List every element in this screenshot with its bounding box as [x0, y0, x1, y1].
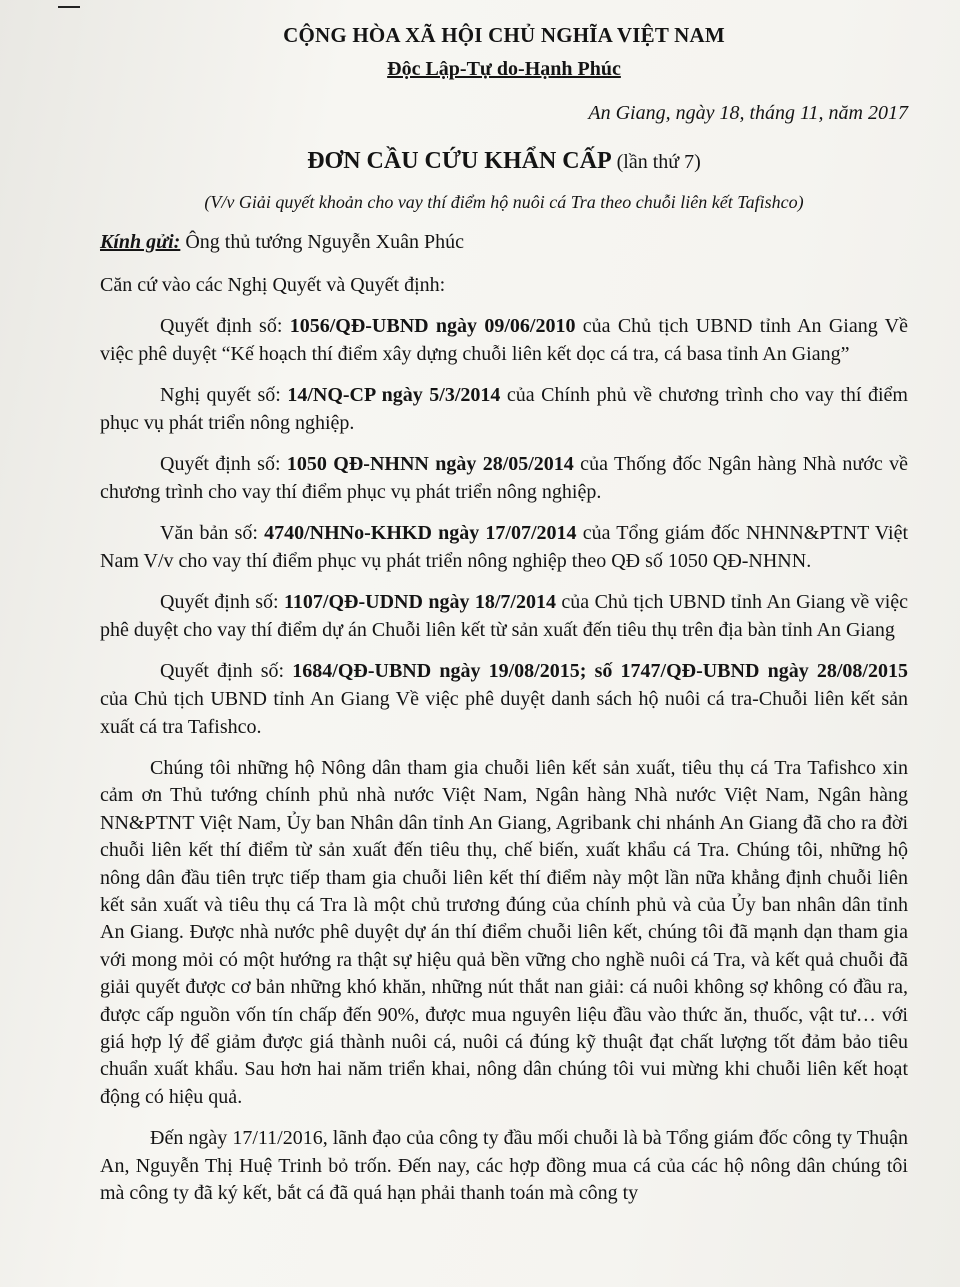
decision-item — [100, 450, 908, 506]
decision-item — [100, 657, 908, 741]
decision-text: của Chính phủ về chương trình cho vay thí điểm phục vụ phát triển nông nghiệp. — [100, 384, 908, 434]
decision-ref: 1684/QĐ-UBND ngày 19/08/2015; số 1747/QĐ-UBND ngày 28/08/2015 — [292, 660, 908, 682]
decision-prefix: Quyết định số: — [160, 591, 285, 613]
recipient-name: Ông thủ tướng Nguyễn Xuân Phúc — [180, 231, 464, 253]
decision-prefix: Quyết định số: — [160, 315, 290, 337]
decision-text: của Thống đốc Ngân hàng Nhà nước về chương trình cho vay thí điểm phục vụ phát triển nông nghiệp. — [100, 453, 908, 503]
decision-text: của Chủ tịch UBND tỉnh An Giang về việc phê duyệt cho vay thí điểm dự án Chuỗi liên kết từ sản xuất đến tiêu thụ trên địa bàn tỉnh An Giang — [100, 591, 909, 641]
body-paragraph: Đến ngày 17/11/2016, lãnh đạo của công ty đầu mối chuỗi là bà Tổng giám đốc công ty Thuận An, Nguyễn Thị Huệ Trinh bỏ trốn. Đến nay, các hợp đồng mua cá của các hộ nông dân chúng tôi mà công ty đã ký kết, bắt cá đã quá hạn phải thanh toán mà công ty — [100, 1127, 908, 1205]
decision-prefix: Nghị quyết số: — [160, 384, 288, 406]
national-motto — [100, 54, 908, 84]
decision-text: của Chủ tịch UBND tỉnh An Giang Về việc phê duyệt “Kế hoạch thí điểm xây dựng chuỗi liên kết dọc cá tra, cá basa tỉnh An Giang” — [100, 315, 909, 365]
document-subject: (V/v Giải quyết khoản cho vay thí điểm hộ nuôi cá Tra theo chuỗi liên kết Tafishco) — [204, 192, 804, 212]
decision-item — [100, 519, 908, 575]
recipient-line — [100, 227, 908, 257]
document-title — [100, 144, 908, 181]
document-date: An Giang, ngày 18, tháng 11, năm 2017 — [588, 102, 908, 124]
decision-text: của Chủ tịch UBND tỉnh An Giang Về việc phê duyệt danh sách hộ nuôi cá tra-Chuỗi liên kết sản xuất cá tra Tafishco. — [100, 688, 908, 738]
document-title-sub: (lần thứ 7) — [611, 151, 701, 173]
recipient-label: Kính gửi: — [100, 231, 181, 253]
body-paragraph: Chúng tôi những hộ Nông dân tham gia chuỗi liên kết sản xuất, tiêu thụ cá Tra Tafishco xin cảm ơn Thủ tướng chính phủ nhà nước Việt Nam, Ngân hàng Nhà nước Việt Nam, Ngân hàng NN&PTNT Việt Nam, Ủy ban Nhân dân tỉnh An Giang, Agribank chi nhánh An Giang đã cho ra đời chuỗi liên kết thí điểm từ sản xuất đến tiêu thụ, chế biến, xuất khẩu cá Tra. Chúng tôi, những hộ nông dân đầu tiên trực tiếp tham gia chuỗi liên kết thí điểm này một lần nữa khẳng định chuỗi liên kết sản xuất và tiêu thụ cá Tra là một chủ trương đúng của chính phủ và của Ủy ban nhân dân tỉnh An Giang. Được nhà nước phê duyệt dự án thí điểm chuỗi liên kết, chúng tôi đã mạnh dạn tham gia với mong mỏi có một hướng ra thật sự hiệu quả bền vững cho nghề nuôi cá Tra, và kết quả chuỗi đã giải quyết được cơ bản những khó khăn, những nút thắt nan giải: cá nuôi không sợ không có đầu ra, được cấp nguồn vốn tín chấp đến 90%, được mua nguyên liệu đầu vào thức ăn, thuốc, vật tư… với giá hợp lý để giảm được giá thành nuôi cá, nuôi cá đúng kỹ thuật đạt chất lượng tốt đảm bảo tiêu chuẩn xuất khẩu. Sau hơn hai năm triển khai, nông dân chúng tôi vui mừng khi chuỗi liên kết hoạt động có hiệu quả. — [100, 757, 908, 1108]
document-title-main: ĐƠN CẦU CỨU KHẨN CẤP — [307, 148, 612, 174]
national-title: CỘNG HÒA XÃ HỘI CHỦ NGHĨA VIỆT NAM — [283, 23, 725, 47]
decision-prefix: Quyết định số: — [160, 660, 293, 682]
decision-prefix: Văn bản số: — [160, 522, 265, 544]
decision-ref: 1050 QĐ-NHNN ngày 28/05/2014 — [286, 453, 574, 475]
corner-mark — [58, 6, 80, 8]
decision-item — [100, 588, 908, 644]
decision-ref: 1107/QĐ-UDND ngày 18/7/2014 — [284, 591, 556, 613]
decision-item — [100, 381, 908, 437]
decision-prefix: Quyết định số: — [160, 453, 287, 475]
decision-text: của Tổng giám đốc NHNN&PTNT Việt Nam V/v cho vay thí điểm phục vụ phát triển nông nghiệp theo QĐ số 1050 QĐ-NHNN. — [100, 522, 908, 572]
decision-ref: 4740/NHNo-KHKD ngày 17/07/2014 — [264, 522, 577, 544]
decision-ref: 1056/QĐ-UBND ngày 09/06/2010 — [289, 315, 576, 337]
decision-ref: 14/NQ-CP ngày 5/3/2014 — [287, 384, 501, 406]
motto-text: Độc Lập-Tự do-Hạnh Phúc — [387, 58, 621, 80]
basis-intro: Căn cứ vào các Nghị Quyết và Quyết định: — [100, 274, 446, 296]
decision-item — [100, 312, 908, 368]
